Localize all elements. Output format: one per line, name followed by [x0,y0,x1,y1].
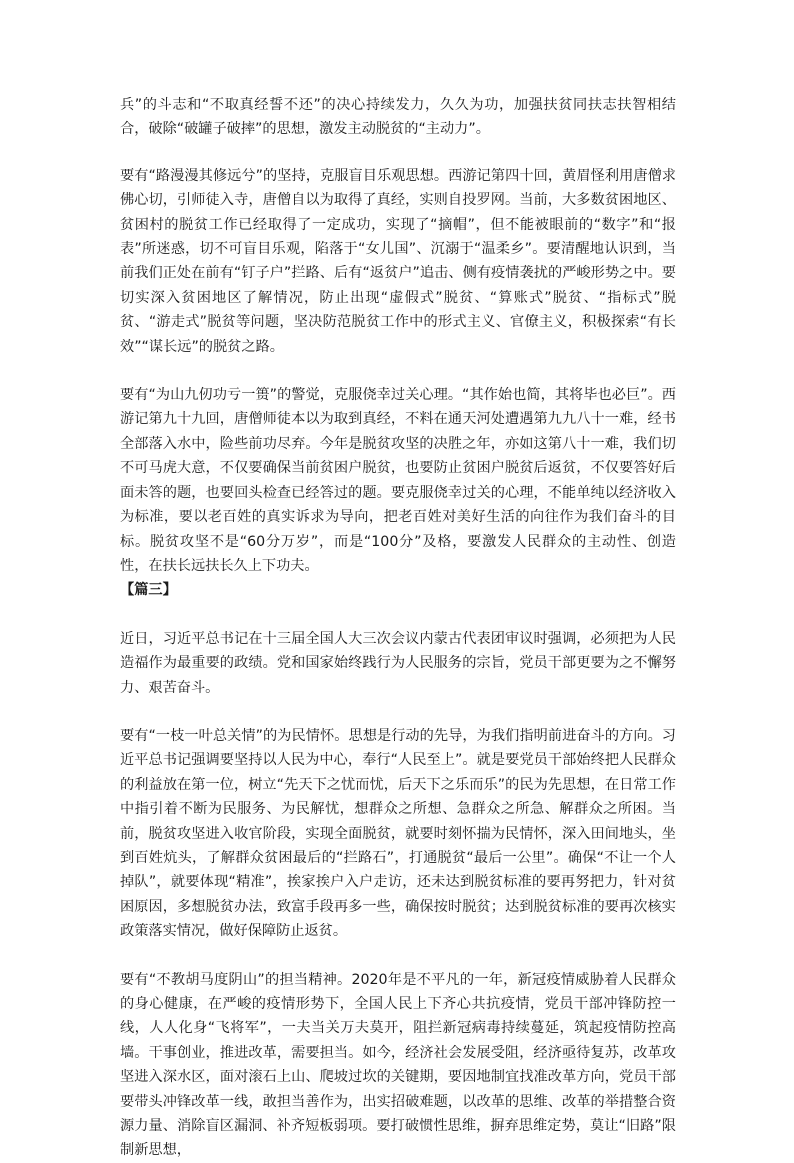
paragraph-introduction: 近日，习近平总书记在十三届全国人大三次会议内蒙古代表团审议时强调，必须把为人民造福作为最重要的政绩。党和国家始终践行为人民服务的宗旨，党员干部更要为之不懈努力、艰苦奋斗。 [120,630,676,696]
paragraph-responsibility: 要有“不教胡马度阴山”的担当精神。2020年是不平凡的一年，新冠疫情威胁着人民群众的身心健康，在严峻的疫情形势下，全国人民上下齐心共抗疫情，党员干部冲锋防控一线，人人化身“飞将军”，一夫当关万夫莫开，阻拦新冠病毒持续蔓延，筑起疫情防控高墙。干事创业，推进改革，需要担当。如今，经济社会发展受阻，经济亟待复苏，改革攻坚进入深水区，面对滚石上山、爬坡过坎的关键期，要因地制宜找准改革方向，党员干部要带头冲锋改革一线，敢担当善作为，出实招破难题，以改革的思维、改革的举措整合资源力量、消除盲区漏洞、补齐短板弱项。要打破惯性思维，摒弃思维定势，莫让“旧路”限制新思想， [120,971,676,1159]
section-heading: 【篇三】 [120,582,177,599]
paragraph-continuation: 兵”的斗志和“不取真经誓不还”的决心持续发力，久久为功，加强扶贫同扶志扶智相结合，破除“破罐子破摔”的思想，激发主动脱贫的“主动力”。 [120,97,676,138]
document-body [120,93,676,1163]
paragraph-people-first: 要有“一枝一叶总关情”的为民情怀。思想是行动的先导，为我们指明前进奋斗的方向。习近平总书记强调要坚持以人民为中心，奉行“人民至上”。就是要党员干部始终把人民群众的利益放在第一位，树立“先天下之忧而忧，后天下之乐而乐”的民为先思想，在日常工作中指引着不断为民服务、为民解忧，想群众之所想、急群众之所急、解群众之所困。当前，脱贫攻坚进入收官阶段，实现全面脱贫，就要时刻怀揣为民情怀，深入田间地头，坐到百姓炕头，了解群众贫困最后的“拦路石”，打通脱贫“最后一公里”。确保“不让一个人掉队”，就要体现“精准”，挨家挨户入户走访，还未达到脱贫标准的要再努把力，针对贫困原因，多想脱贫办法，致富手段再多一些，确保按时脱贫；达到脱贫标准的要再次核实政策落实情况，做好保障防止返贫。 [120,727,676,940]
paragraph-perseverance: 要有“路漫漫其修远兮”的坚持，克服盲目乐观思想。西游记第四十回，黄眉怪利用唐僧求佛心切，引师徒入寺，唐僧自以为取得了真经，实则自投罗网。当前，大多数贫困地区、贫困村的脱贫工作已经取得了一定成功，实现了“摘帽”，但不能被眼前的“数字”和“报表”所迷惑，切不可盲目乐观，陷落于“女儿国”、沉溺于“温柔乡”。要清醒地认识到，当前我们正处在前有“钉子户”拦路、后有“返贫户”追击、侧有疫情袭扰的严峻形势之中。要切实深入贫困地区了解情况，防止出现“虚假式”脱贫、“算账式”脱贫、“指标式”脱贫、“游走式”脱贫等问题，坚决防范脱贫工作中的形式主义、官僚主义，积极探索“有长效”“谋长远”的脱贫之路。 [120,167,676,355]
paragraph-vigilance: 要有“为山九仞功亏一篑”的警觉，克服侥幸过关心理。“其作始也简，其将毕也必巨”。西游记第九十九回，唐僧师徒本以为取到真经，不料在通天河处遭遇第九九八十一难，经书全部落入水中，险些前功尽弃。今年是脱贫攻坚的决胜之年，亦如这第八十一难，我们切不可马虎大意，不仅要确保当前贫困户脱贫，也要防止贫困户脱贫后返贫，不仅要答好后面未答的题，也要回头检查已经答过的题。要克服侥幸过关的心理，不能单纯以经济收入为标准，要以老百姓的真实诉求为导向，把老百姓对美好生活的向往作为我们奋斗的目标。脱贫攻坚不是“60分万岁”，而是“100分”及格，要激发人民群众的主动性、创造性，在扶长远扶长久上下功夫。 [120,387,676,574]
